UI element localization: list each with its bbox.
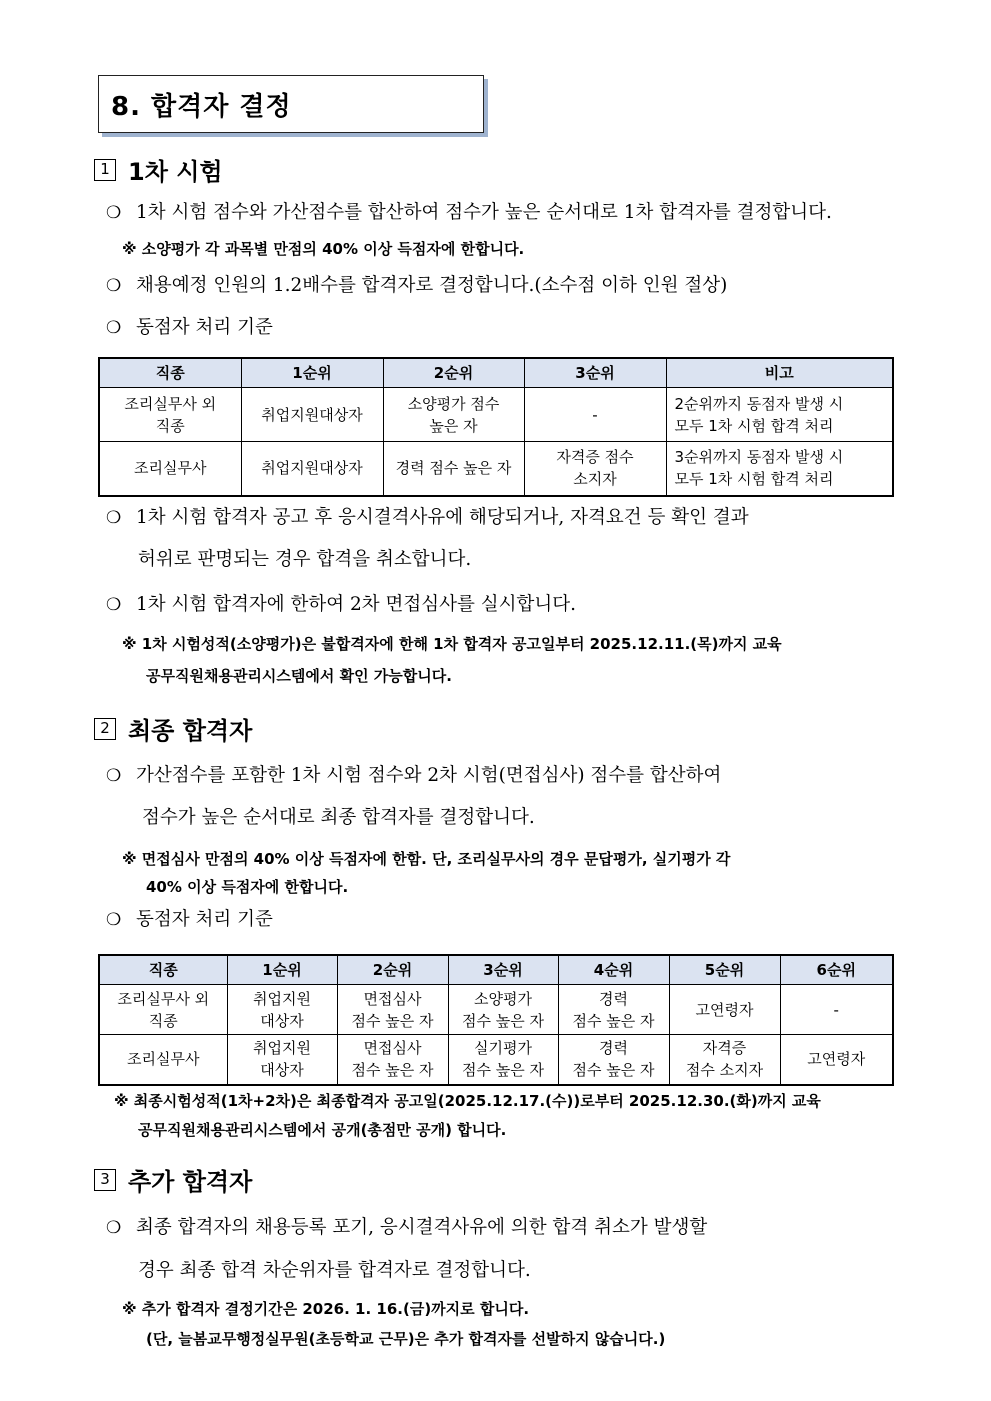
table-header: 1순위 bbox=[227, 955, 337, 985]
page-title: 8. 합격자 결정 bbox=[98, 75, 484, 133]
bullet-item: ❍ 1차 시험 합격자 공고 후 응시결격사유에 해당되거나, 자격요건 등 확인 결과 bbox=[106, 507, 749, 528]
bullet-circle-icon: ❍ bbox=[106, 318, 122, 338]
tie-break-table-1 bbox=[98, 357, 894, 497]
note-continuation: (단, 늘봄교무행정실무원(초등학교 근무)은 추가 합격자를 선발하지 않습니다.) bbox=[146, 1330, 666, 1348]
table-cell: 취업지원대상자 bbox=[241, 442, 383, 496]
table-cell: 취업지원대상자 bbox=[241, 388, 383, 442]
table-cell: 경력 점수 높은 자 bbox=[558, 985, 669, 1035]
table-cell: - bbox=[780, 985, 893, 1035]
section-number-box: 1 bbox=[94, 159, 116, 181]
table-header: 2순위 bbox=[383, 358, 524, 388]
table-header: 직종 bbox=[99, 955, 227, 985]
table-header: 1순위 bbox=[241, 358, 383, 388]
table-cell: 2순위까지 동점자 발생 시 모두 1차 시험 합격 처리 bbox=[666, 388, 893, 442]
section-1-heading bbox=[94, 152, 223, 187]
bullet-circle-icon: ❍ bbox=[106, 276, 122, 296]
bullet-item: ❍ 가산점수를 포함한 1차 시험 점수와 2차 시험(면접심사) 점수를 합산하여 bbox=[106, 765, 722, 786]
bullet-item: ❍ 1차 시험 합격자에 한하여 2차 면접심사를 실시합니다. bbox=[106, 594, 576, 615]
bullet-circle-icon: ❍ bbox=[106, 766, 122, 786]
table-cell: 소양평가 점수 높은 자 bbox=[383, 388, 524, 442]
bullet-item: ❍ 동점자 처리 기준 bbox=[106, 317, 273, 338]
table-header: 비고 bbox=[666, 358, 893, 388]
note-continuation: 공무직원채용관리시스템에서 확인 가능합니다. bbox=[146, 667, 452, 685]
table-cell: 면접심사 점수 높은 자 bbox=[337, 985, 448, 1035]
table-cell: 조리실무사 외 직종 bbox=[99, 388, 241, 442]
table-row bbox=[99, 985, 893, 1035]
bullet-item: ❍ 동점자 처리 기준 bbox=[106, 909, 273, 930]
section-number-box: 2 bbox=[94, 718, 116, 740]
table-cell: 취업지원 대상자 bbox=[227, 985, 337, 1035]
table-cell: 소양평가 점수 높은 자 bbox=[448, 985, 558, 1035]
bullet-continuation: 경우 최종 합격 차순위자를 합격자로 결정합니다. bbox=[138, 1260, 531, 1281]
table-cell: 조리실무사 bbox=[99, 1035, 227, 1085]
bullet-circle-icon: ❍ bbox=[106, 1218, 122, 1238]
bullet-item: ❍ 1차 시험 점수와 가산점수를 합산하여 점수가 높은 순서대로 1차 합격자를 결정합니다. bbox=[106, 202, 832, 223]
table-header: 5순위 bbox=[669, 955, 780, 985]
table-header: 3순위 bbox=[448, 955, 558, 985]
table-cell: 고연령자 bbox=[780, 1035, 893, 1085]
table-header: 2순위 bbox=[337, 955, 448, 985]
table-cell: 경력 점수 높은 자 bbox=[383, 442, 524, 496]
bullet-circle-icon: ❍ bbox=[106, 508, 122, 528]
bullet-circle-icon: ❍ bbox=[106, 910, 122, 930]
section-title: 최종 합격자 bbox=[128, 717, 253, 745]
table-header: 6순위 bbox=[780, 955, 893, 985]
table-cell: 고연령자 bbox=[669, 985, 780, 1035]
section-2-heading bbox=[94, 711, 252, 746]
table-cell: 자격증 점수 소지자 bbox=[669, 1035, 780, 1085]
table-row bbox=[99, 388, 893, 442]
table-cell: 3순위까지 동점자 발생 시 모두 1차 시험 합격 처리 bbox=[666, 442, 893, 496]
table-row bbox=[99, 1035, 893, 1085]
table-cell: 실기평가 점수 높은 자 bbox=[448, 1035, 558, 1085]
bullet-item: ❍ 채용예정 인원의 1.2배수를 합격자로 결정합니다.(소수점 이하 인원 절상) bbox=[106, 275, 728, 296]
note: ※ 1차 시험성적(소양평가)은 불합격자에 한해 1차 합격자 공고일부터 2025.12.11.(목)까지 교육 bbox=[122, 635, 782, 653]
table-cell: - bbox=[524, 388, 666, 442]
table-row bbox=[99, 442, 893, 496]
section-title: 추가 합격자 bbox=[128, 1168, 253, 1196]
section-3-heading bbox=[94, 1162, 252, 1197]
bullet-circle-icon: ❍ bbox=[106, 203, 122, 223]
note-continuation: 공무직원채용관리시스템에서 공개(총점만 공개) 합니다. bbox=[138, 1121, 507, 1139]
table-cell: 경력 점수 높은 자 bbox=[558, 1035, 669, 1085]
bullet-circle-icon: ❍ bbox=[106, 595, 122, 615]
note: ※ 소양평가 각 과목별 만점의 40% 이상 득점자에 한합니다. bbox=[122, 240, 525, 258]
bullet-continuation: 허위로 판명되는 경우 합격을 취소합니다. bbox=[138, 549, 472, 570]
table-header: 4순위 bbox=[558, 955, 669, 985]
note: ※ 추가 합격자 결정기간은 2026. 1. 16.(금)까지로 합니다. bbox=[122, 1300, 530, 1318]
section-number-box: 3 bbox=[94, 1169, 116, 1191]
bullet-continuation: 점수가 높은 순서대로 최종 합격자를 결정합니다. bbox=[142, 807, 535, 828]
table-header: 직종 bbox=[99, 358, 241, 388]
table-header: 3순위 bbox=[524, 358, 666, 388]
note-continuation: 40% 이상 득점자에 한합니다. bbox=[146, 878, 349, 896]
table-cell: 취업지원 대상자 bbox=[227, 1035, 337, 1085]
table-cell: 자격증 점수 소지자 bbox=[524, 442, 666, 496]
bullet-item: ❍ 최종 합격자의 채용등록 포기, 응시결격사유에 의한 합격 취소가 발생할 bbox=[106, 1217, 708, 1238]
section-title: 1차 시험 bbox=[128, 158, 223, 186]
table-cell: 면접심사 점수 높은 자 bbox=[337, 1035, 448, 1085]
note: ※ 면접심사 만점의 40% 이상 득점자에 한함. 단, 조리실무사의 경우 문답평가, 실기평가 각 bbox=[122, 850, 731, 868]
tie-break-table-2 bbox=[98, 954, 894, 1086]
note: ※ 최종시험성적(1차+2차)은 최종합격자 공고일(2025.12.17.(수))로부터 2025.12.30.(화)까지 교육 bbox=[114, 1092, 821, 1110]
table-cell: 조리실무사 외 직종 bbox=[99, 985, 227, 1035]
table-cell: 조리실무사 bbox=[99, 442, 241, 496]
